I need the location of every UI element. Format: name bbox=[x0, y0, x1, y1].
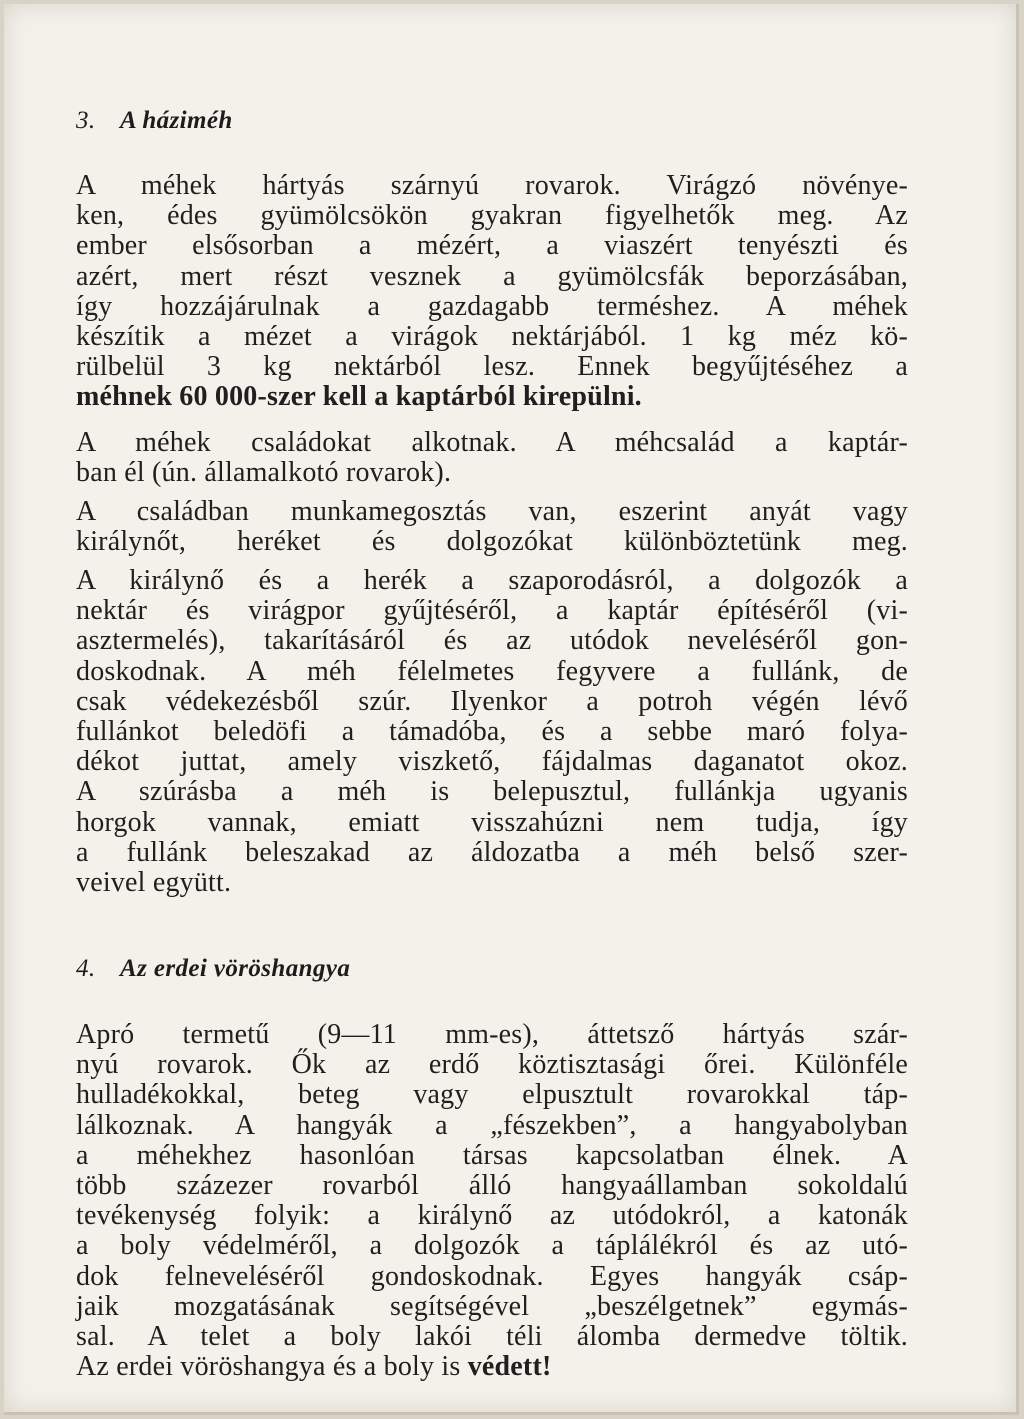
text-line: ken, édes gyümölcsökön gyakran figyelhetők meg. Az bbox=[76, 200, 908, 232]
text-line: fullánkot beledöfi a támadóba, és a sebbe maró folya- bbox=[76, 716, 908, 748]
text-line: asztermelés), takarításáról és az utódok neveléséről gon- bbox=[76, 625, 908, 657]
text-line: a méhekhez hasonlóan társas kapcsolatban élnek. A bbox=[76, 1139, 908, 1171]
text-line: A szúrásba a méh is belepusztul, fullánkja ugyanis bbox=[76, 776, 908, 808]
paragraph bbox=[76, 566, 908, 898]
closing-line bbox=[76, 1352, 908, 1382]
text-line: rülbelül 3 kg nektárból lesz. Ennek begyűjtéséhez a bbox=[76, 351, 908, 383]
text-line: A méhek hártyás szárnyú rovarok. Virágzó növénye- bbox=[76, 170, 908, 201]
text-line: nektár és virágpor gyűjtéséről, a kaptár építéséről (vi- bbox=[76, 595, 908, 627]
protected-emphasis: védett! bbox=[467, 1351, 552, 1383]
text-line: veivel együtt. bbox=[76, 867, 232, 899]
text-line: A királynő és a herék a szaporodásról, a dolgozók a bbox=[76, 565, 908, 596]
text-line: horgok vannak, emiatt visszahúzni nem tudja, így bbox=[76, 806, 908, 838]
text-line: a fullánk beleszakad az áldozatba a méh belső szer- bbox=[76, 836, 908, 868]
section-title: Az erdei vöröshangya bbox=[120, 955, 351, 982]
text-line: azért, mert részt vesznek a gyümölcsfák beporzásában, bbox=[76, 260, 908, 292]
paragraph bbox=[76, 428, 908, 488]
text-line: dékot juttat, amely viszkető, fájdalmas daganatot okoz. bbox=[76, 746, 908, 778]
text-line: a boly védelméről, a dolgozók a táplálékról és az utó- bbox=[76, 1230, 908, 1262]
paragraph bbox=[76, 497, 908, 557]
text-line: Apró termetű (9—11 mm-es), áttetsző hártyás szár- bbox=[76, 1019, 908, 1050]
closing-line-text: Az erdei vöröshangya és a boly is bbox=[76, 1351, 468, 1383]
text-line: készítik a mézet a virágok nektárjából. 1 kg méz kö- bbox=[76, 321, 908, 353]
section-title: A háziméh bbox=[120, 107, 233, 134]
text-line: több százezer rovarból álló hangyaállamban sokoldalú bbox=[76, 1170, 908, 1202]
text-line: doskodnak. A méh félelmetes fegyvere a fullánk, de bbox=[76, 655, 908, 687]
document-page bbox=[4, 4, 1019, 1415]
text-line: ban él (ún. államalkotó rovarok). bbox=[76, 457, 452, 489]
text-line: lálkoznak. A hangyák a „fészekben”, a hangyabolyban bbox=[76, 1109, 908, 1141]
paragraph bbox=[76, 171, 908, 413]
text-line: sal. A telet a boly lakói téli álomba dermedve töltik. bbox=[76, 1321, 908, 1353]
text-line: csak védekezésből szúr. Ilyenkor a potroh végén lévő bbox=[76, 685, 908, 717]
text-line: tevékenység folyik: a királynő az utódokról, a katonák bbox=[76, 1200, 908, 1232]
text-line: nyú rovarok. Ők az erdő köztisztasági őrei. Különféle bbox=[76, 1049, 908, 1081]
section-number: 3. bbox=[76, 107, 96, 134]
paragraph bbox=[76, 1020, 908, 1382]
text-line: A családban munkamegosztás van, eszerint anyát vagy bbox=[76, 496, 908, 527]
text-line: jaik mozgatásának segítségével „beszélgetnek” egymás- bbox=[76, 1290, 908, 1322]
text-line: méhnek 60 000-szer kell a kaptárból kirepülni. bbox=[76, 381, 642, 413]
text-line: hulladékokkal, beteg vagy elpusztult rovarokkal táp- bbox=[76, 1079, 908, 1111]
text-line: dok felneveléséről gondoskodnak. Egyes hangyák csáp- bbox=[76, 1260, 908, 1292]
text-line: ember elsősorban a mézért, a viaszért tenyészti és bbox=[76, 230, 908, 262]
text-line: A méhek családokat alkotnak. A méhcsalád a kaptár- bbox=[76, 427, 908, 458]
section-heading bbox=[76, 107, 233, 135]
section-number: 4. bbox=[76, 955, 96, 982]
text-line: királynőt, heréket és dolgozókat különböztetünk meg. bbox=[76, 526, 908, 558]
text-line: így hozzájárulnak a gazdagabb terméshez. A méhek bbox=[76, 290, 908, 322]
section-heading bbox=[76, 955, 350, 983]
